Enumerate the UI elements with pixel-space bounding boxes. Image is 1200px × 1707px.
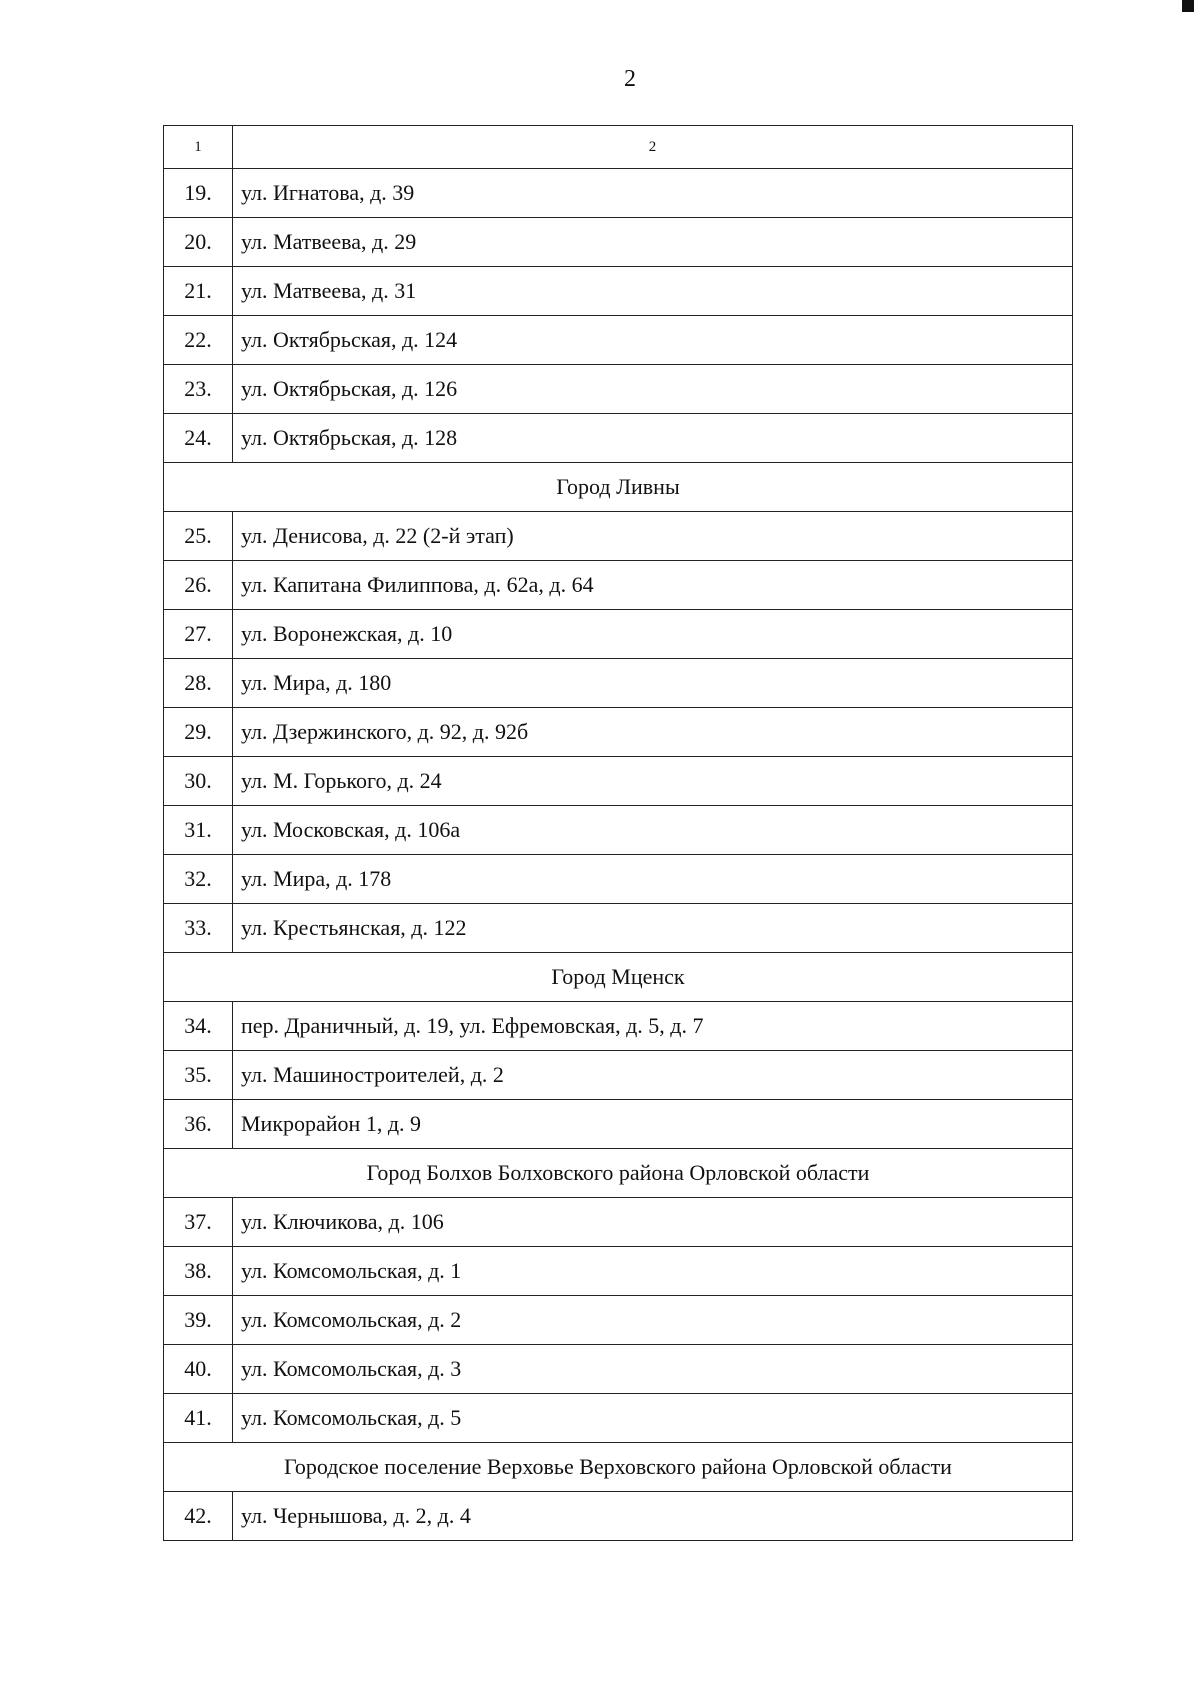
header-col-number: 1 (164, 126, 233, 169)
table-row (164, 1394, 1073, 1443)
table-row (164, 316, 1073, 365)
row-address: ул. Матвеева, д. 29 (233, 218, 1073, 267)
table-row (164, 512, 1073, 561)
table-row (164, 561, 1073, 610)
table-row (164, 904, 1073, 953)
table-row (164, 365, 1073, 414)
table-header-row (164, 126, 1073, 169)
table-row (164, 1002, 1073, 1051)
table-row (164, 1100, 1073, 1149)
row-number: 22. (164, 316, 233, 365)
row-address: ул. Машиностроителей, д. 2 (233, 1051, 1073, 1100)
table-row (164, 1198, 1073, 1247)
table-row (164, 806, 1073, 855)
table-row (164, 1492, 1073, 1541)
row-number: 36. (164, 1100, 233, 1149)
table-row (164, 1296, 1073, 1345)
row-number: 25. (164, 512, 233, 561)
table-row (164, 1247, 1073, 1296)
row-number: 20. (164, 218, 233, 267)
section-heading-row (164, 953, 1073, 1002)
table-row (164, 757, 1073, 806)
row-address: ул. Игнатова, д. 39 (233, 169, 1073, 218)
section-heading-row (164, 1443, 1073, 1492)
row-number: 30. (164, 757, 233, 806)
row-number: 28. (164, 659, 233, 708)
row-address: ул. Комсомольская, д. 2 (233, 1296, 1073, 1345)
row-number: 33. (164, 904, 233, 953)
row-address: ул. Денисова, д. 22 (2-й этап) (233, 512, 1073, 561)
row-number: 29. (164, 708, 233, 757)
row-address: ул. Дзержинского, д. 92, д. 92б (233, 708, 1073, 757)
section-title: Город Ливны (164, 463, 1073, 512)
row-number: 40. (164, 1345, 233, 1394)
table-row (164, 1345, 1073, 1394)
row-number: 34. (164, 1002, 233, 1051)
row-number: 37. (164, 1198, 233, 1247)
row-address: ул. Матвеева, д. 31 (233, 267, 1073, 316)
row-address: ул. Московская, д. 106а (233, 806, 1073, 855)
row-number: 27. (164, 610, 233, 659)
row-address: ул. Комсомольская, д. 5 (233, 1394, 1073, 1443)
row-number: 32. (164, 855, 233, 904)
row-address: ул. Мира, д. 180 (233, 659, 1073, 708)
row-number: 19. (164, 169, 233, 218)
row-number: 42. (164, 1492, 233, 1541)
table-row (164, 1051, 1073, 1100)
section-heading-row (164, 463, 1073, 512)
header-col-address: 2 (233, 126, 1073, 169)
address-table (163, 125, 1073, 1541)
row-address: ул. Ключикова, д. 106 (233, 1198, 1073, 1247)
row-number: 21. (164, 267, 233, 316)
row-address: Микрорайон 1, д. 9 (233, 1100, 1073, 1149)
row-address: ул. Октябрьская, д. 124 (233, 316, 1073, 365)
row-address: ул. Чернышова, д. 2, д. 4 (233, 1492, 1073, 1541)
table-row (164, 659, 1073, 708)
row-address: ул. Комсомольская, д. 3 (233, 1345, 1073, 1394)
row-address: ул. М. Горького, д. 24 (233, 757, 1073, 806)
row-number: 41. (164, 1394, 233, 1443)
row-address: ул. Воронежская, д. 10 (233, 610, 1073, 659)
section-title: Город Болхов Болховского района Орловской области (164, 1149, 1073, 1198)
table-row (164, 267, 1073, 316)
row-address: ул. Октябрьская, д. 126 (233, 365, 1073, 414)
corner-mark (1182, 0, 1194, 12)
row-number: 23. (164, 365, 233, 414)
page-number: 2 (624, 66, 636, 92)
table-row (164, 708, 1073, 757)
row-number: 39. (164, 1296, 233, 1345)
row-number: 31. (164, 806, 233, 855)
row-number: 38. (164, 1247, 233, 1296)
table-row (164, 855, 1073, 904)
row-address: ул. Крестьянская, д. 122 (233, 904, 1073, 953)
row-number: 35. (164, 1051, 233, 1100)
table-row (164, 414, 1073, 463)
table-row (164, 218, 1073, 267)
table-row (164, 610, 1073, 659)
section-heading-row (164, 1149, 1073, 1198)
row-number: 24. (164, 414, 233, 463)
row-address: пер. Драничный, д. 19, ул. Ефремовская, д. 5, д. 7 (233, 1002, 1073, 1051)
row-address: ул. Комсомольская, д. 1 (233, 1247, 1073, 1296)
section-title: Городское поселение Верховье Верховского района Орловской области (164, 1443, 1073, 1492)
address-table-body (164, 126, 1073, 1541)
row-address: ул. Октябрьская, д. 128 (233, 414, 1073, 463)
table-row (164, 169, 1073, 218)
row-address: ул. Капитана Филиппова, д. 62а, д. 64 (233, 561, 1073, 610)
row-address: ул. Мира, д. 178 (233, 855, 1073, 904)
row-number: 26. (164, 561, 233, 610)
section-title: Город Мценск (164, 953, 1073, 1002)
